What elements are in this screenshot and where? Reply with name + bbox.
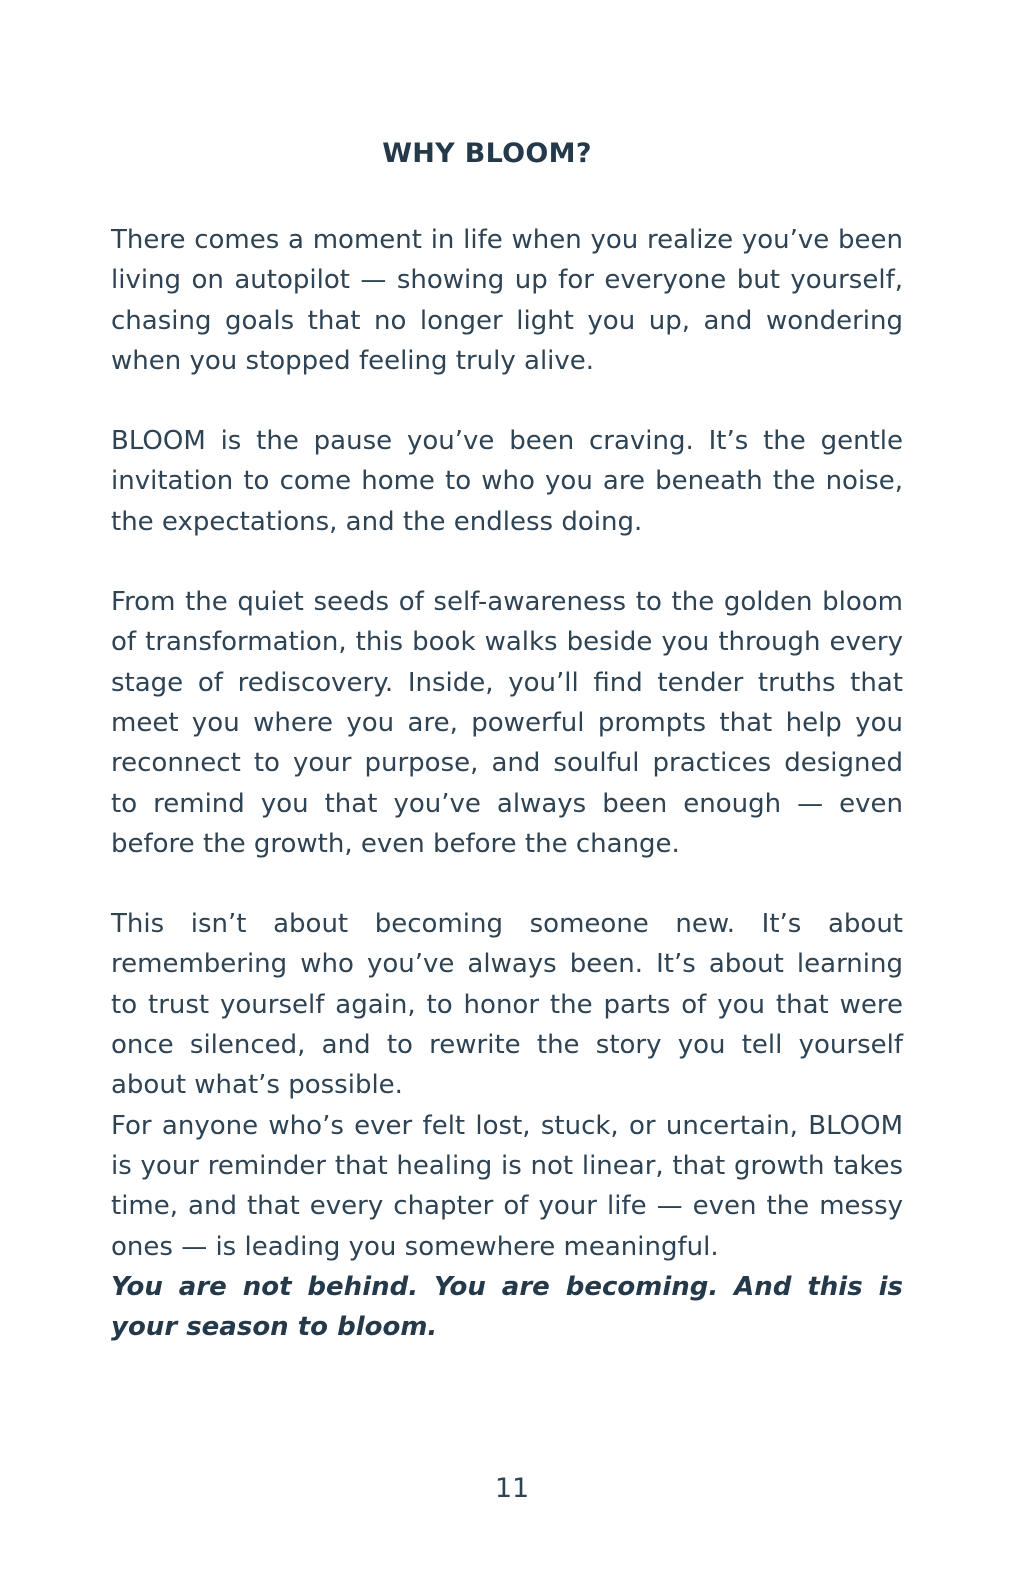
paragraph-spacer xyxy=(111,542,903,582)
book-page xyxy=(111,0,903,1583)
paragraph-spacer xyxy=(111,864,903,904)
paragraph-healing: For anyone who’s ever felt lost, stuck, or uncertain, BLOOM is your reminder that healing is not linear, that growth takes time, and that every chapter of your life — even the messy ones — is leading you somewhere meaningful. xyxy=(111,1110,903,1262)
page-number: 11 xyxy=(494,1473,530,1504)
paragraph-remembering: This isn’t about becoming someone new. It’s about remembering who you’ve always been. It’s about learning to trust yourself again, to honor the parts of you that were once silenced, and to rewrite the story you tell yourself about what’s possible. xyxy=(111,909,903,1101)
chapter-heading: WHY BLOOM? xyxy=(382,138,592,169)
chapter-body xyxy=(111,220,903,1347)
closing-statement: You are not behind. You are becoming. And this is your season to bloom. xyxy=(111,1271,903,1343)
paragraph-pause: BLOOM is the pause you’ve been craving. It’s the gentle invitation to come home to who you are beneath the noise, the expectations, and the endless doing. xyxy=(111,426,903,537)
paragraph-transformation: From the quiet seeds of self-awareness to the golden bloom of transformation, this book walks beside you through every stage of rediscovery. Inside, you’ll find tender truths that meet you where you are, powerful prompts that help you reconnect to your purpose, and soulful practices designed to remind you that you’ve always been enough — even before the growth, even before the change. xyxy=(111,587,903,859)
paragraph-spacer xyxy=(111,381,903,421)
paragraph-autopilot: There comes a moment in life when you realize you’ve been living on autopilot — showing up for everyone but yourself, chasing goals that no longer light you up, and wondering when you stopped feeling truly alive. xyxy=(111,225,903,376)
